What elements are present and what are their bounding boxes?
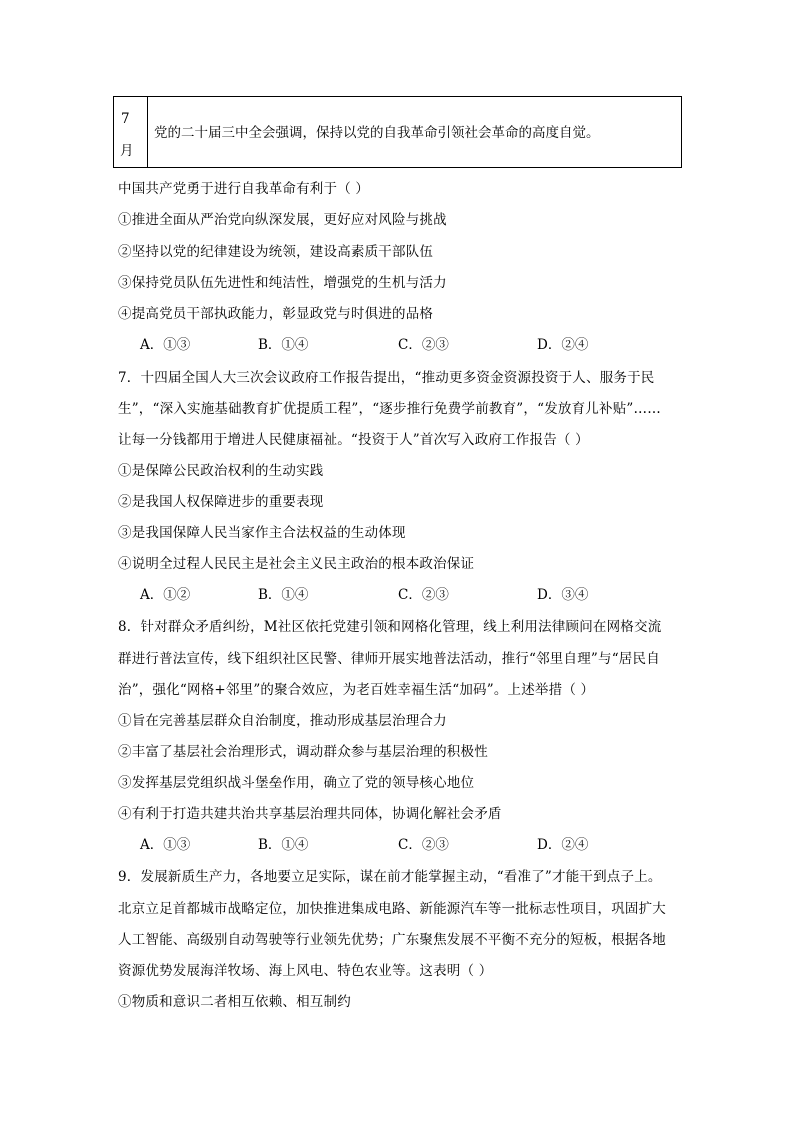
q7-item-3: ③是我国保障人民当家作主合法权益的生动体现: [118, 525, 406, 541]
q7-stem-line-3: 让每一分钱都用于增进人民健康福祉。“投资于人”首次写入政府工作报告（ ）: [118, 432, 589, 448]
q7-option-c[interactable]: C．②③: [398, 587, 449, 603]
q9-stem-line-2: 北京立足首都城市战略定位，加快推进集成电路、新能源汽车等一批标志性项目，巩固扩大: [118, 901, 666, 917]
q8-item-2: ②丰富了基层社会治理形式，调动群众参与基层治理的积极性: [118, 744, 488, 760]
q6-option-a[interactable]: A．①③: [140, 337, 191, 353]
q9-stem-line-1: 9．发展新质生产力，各地要立足实际，谋在前才能掌握主动，“看准了”才能干到点子上。: [118, 869, 662, 885]
q9-stem-line-4: 资源优势发展海洋牧场、海上风电、特色农业等。这表明（ ）: [118, 963, 493, 979]
q7-item-1: ①是保障公民政治权利的生动实践: [118, 463, 324, 479]
q7-item-2: ②是我国人权保障进步的重要表现: [118, 494, 324, 510]
q8-item-4: ④有利于打造共建共治共享基层治理共同体，协调化解社会矛盾: [118, 806, 502, 822]
q6-stem: 中国共产党勇于进行自我革命有利于（ ）: [118, 181, 370, 197]
q6-option-d[interactable]: D．②④: [537, 337, 589, 353]
q6-item-4: ④提高党员干部执政能力，彰显政党与时俱进的品格: [118, 306, 434, 322]
q7-stem-line-1: 7．十四届全国人大三次会议政府工作报告提出，“推动更多资金资源投资于人、服务于民: [118, 370, 655, 386]
q8-option-b[interactable]: B．①④: [258, 837, 309, 853]
q7-option-d[interactable]: D．③④: [537, 587, 589, 603]
q8-item-1: ①旨在完善基层群众自治制度，推动形成基层治理合力: [118, 713, 447, 729]
q6-item-3: ③保持党员队伍先进性和纯洁性，增强党的生机与活力: [118, 275, 447, 291]
q6-option-c[interactable]: C．②③: [398, 337, 449, 353]
q6-option-b[interactable]: B．①④: [258, 337, 309, 353]
q9-item-1: ①物质和意识二者相互依赖、相互制约: [118, 994, 351, 1010]
q7-option-a[interactable]: A．①②: [140, 587, 191, 603]
q8-option-c[interactable]: C．②③: [398, 837, 449, 853]
table-month-cell: [114, 97, 148, 167]
q7-stem-line-2: 生”，“深入实施基础教育扩优提质工程”，“逐步推行免费学前教育”，“发放育儿补贴”……: [118, 401, 661, 417]
month-unit: 月: [120, 143, 134, 159]
q8-stem-line-2: 群进行普法宣传，线下组织社区民警、律师开展实地普法活动，推行“邻里自理”与“居民自: [118, 651, 660, 667]
month-number: 7: [121, 111, 130, 127]
q8-option-d[interactable]: D．②④: [537, 837, 589, 853]
q8-option-a[interactable]: A．①③: [140, 837, 191, 853]
context-table: [113, 96, 682, 168]
q8-item-3: ③发挥基层党组织战斗堡垒作用，确立了党的领导核心地位: [118, 775, 475, 791]
q6-item-2: ②坚持以党的纪律建设为统领，建设高素质干部队伍: [118, 244, 434, 260]
q7-option-b[interactable]: B．①④: [258, 587, 309, 603]
q8-stem-line-3: 治”，强化“网格+邻里”的聚合效应，为老百姓幸福生活“加码”。上述举措（ ）: [118, 682, 595, 698]
table-event-text: 党的二十届三中全会强调，保持以党的自我革命引领社会革命的高度自觉。: [154, 125, 600, 141]
q8-stem-line-1: 8．针对群众矛盾纠纷，M社区依托党建引领和网格化管理，线上利用法律顾问在网格交流: [118, 619, 662, 635]
q9-stem-line-3: 人工智能、高级别自动驾驶等行业领先优势；广东聚焦发展不平衡不充分的短板，根据各地: [118, 932, 666, 948]
q6-item-1: ①推进全面从严治党向纵深发展，更好应对风险与挑战: [118, 212, 447, 228]
q7-item-4: ④说明全过程人民民主是社会主义民主政治的根本政治保证: [118, 556, 475, 572]
